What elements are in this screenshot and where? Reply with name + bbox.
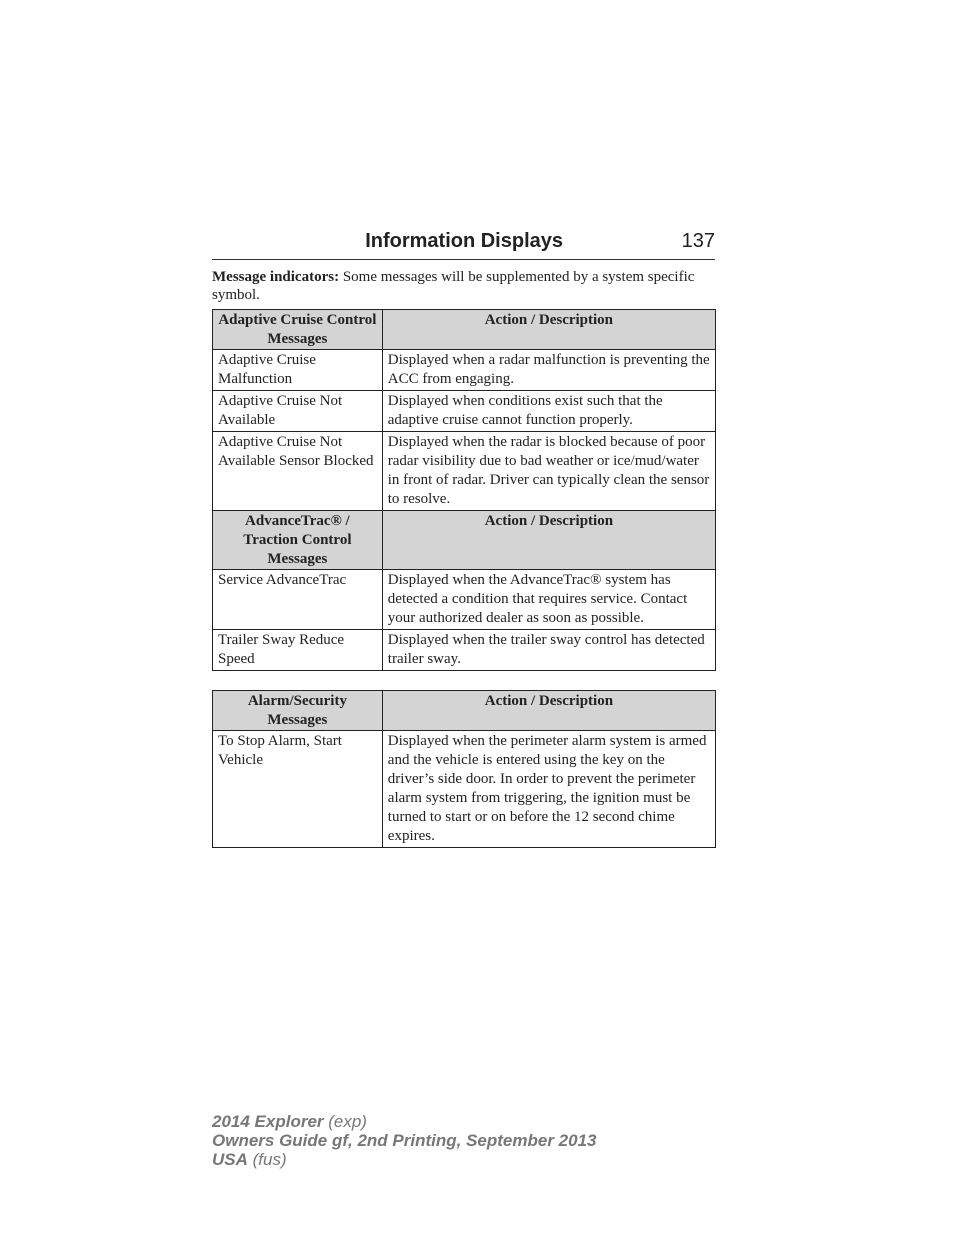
footer-region-code: (fus) (247, 1150, 287, 1169)
table-row (213, 432, 716, 511)
footer-line: Owners Guide gf, 2nd Printing, September 2013 (212, 1131, 597, 1150)
description-cell: Displayed when the perimeter alarm system is armed and the vehicle is entered using the key on the driver’s side door. In order to prevent the perimeter alarm system from triggering, the ignition must be turned to start or on before the 12 second chime expires. (382, 731, 715, 848)
alarm-security-table (212, 690, 716, 848)
table-header-row (213, 691, 716, 731)
footer-model: 2014 Explorer (212, 1112, 324, 1131)
table-row (213, 350, 716, 391)
message-cell: To Stop Alarm, Start Vehicle (213, 731, 383, 848)
description-cell: Displayed when the AdvanceTrac® system has detected a condition that requires service. Contact your authorized dealer as soon as possible. (382, 570, 715, 630)
intro-label: Message indicators: (212, 269, 340, 285)
page-number: 137 (681, 230, 715, 252)
section-title: Information Displays (365, 230, 563, 252)
description-cell: Displayed when the trailer sway control has detected trailer sway. (382, 630, 715, 671)
message-cell: Trailer Sway Reduce Speed (213, 630, 383, 671)
table-row (213, 391, 716, 432)
footer-line (212, 1112, 596, 1131)
description-cell: Displayed when conditions exist such that the adaptive cruise cannot function properly. (382, 391, 715, 432)
table-row (213, 570, 716, 630)
footer-line (212, 1150, 596, 1169)
page-header (212, 229, 715, 260)
intro-paragraph (212, 268, 715, 304)
adaptive-cruise-table (212, 309, 716, 511)
message-cell: Adaptive Cruise Not Available Sensor Blocked (213, 432, 383, 511)
message-cell: Service AdvanceTrac (213, 570, 383, 630)
column-header: Action / Description (382, 511, 715, 570)
page-footer (212, 1112, 596, 1169)
message-cell: Adaptive Cruise Not Available (213, 391, 383, 432)
column-header: Action / Description (382, 310, 715, 350)
message-cell: Adaptive Cruise Malfunction (213, 350, 383, 391)
column-header: AdvanceTrac® / Traction Control Messages (213, 511, 383, 570)
intro-text: Some messages will be supplemented by a system specific symbol. (212, 269, 695, 303)
column-header: Alarm/Security Messages (213, 691, 383, 731)
table-header-row (213, 511, 716, 570)
column-header: Adaptive Cruise Control Messages (213, 310, 383, 350)
column-header: Action / Description (382, 691, 715, 731)
description-cell: Displayed when the radar is blocked because of poor radar visibility due to bad weather or ice/mud/water in front of radar. Driver can typically clean the sensor to resolve. (382, 432, 715, 511)
footer-region: USA (212, 1150, 248, 1169)
table-header-row (213, 310, 716, 350)
description-cell: Displayed when a radar malfunction is preventing the ACC from engaging. (382, 350, 715, 391)
footer-model-code: (exp) (323, 1112, 367, 1131)
table-row (213, 731, 716, 848)
advancetrac-table (212, 510, 716, 671)
table-row (213, 630, 716, 671)
